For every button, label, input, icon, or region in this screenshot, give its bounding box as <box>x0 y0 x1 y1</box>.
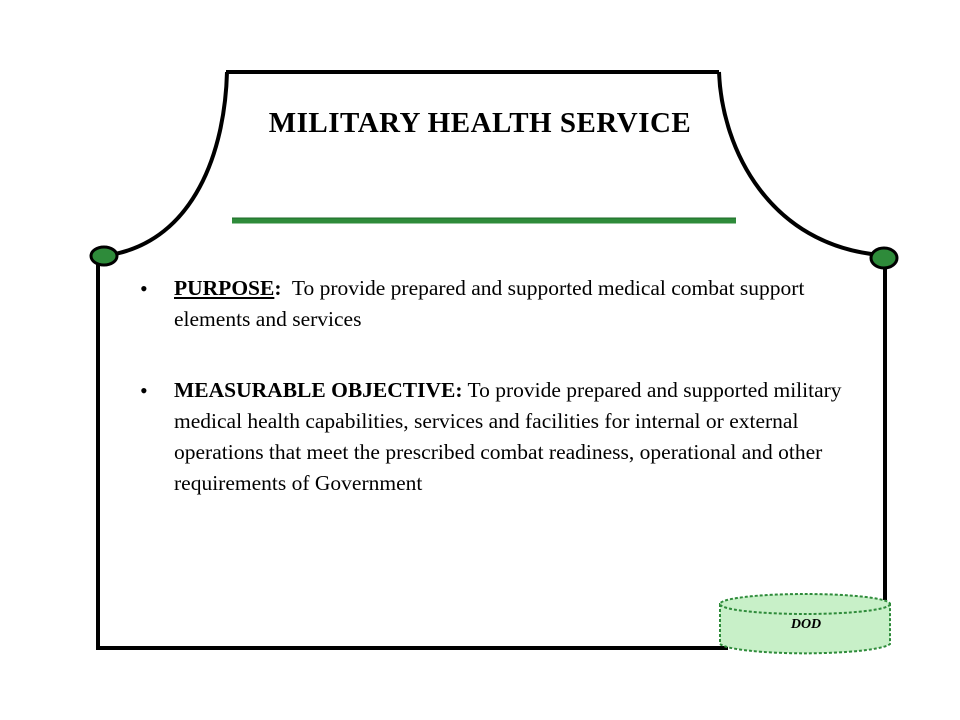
list-item-objective <box>140 375 880 499</box>
list-item-purpose <box>140 273 880 335</box>
purpose-label: PURPOSE <box>174 276 275 300</box>
frame-left-curve <box>110 72 227 255</box>
bullet-dot-icon: • <box>140 276 148 301</box>
objective-label: MEASURABLE OBJECTIVE: <box>174 378 463 402</box>
page-title: MILITARY HEALTH SERVICE <box>268 107 692 139</box>
left-knob <box>91 247 117 265</box>
purpose-text: To provide prepared and supported medical combat support elements and services <box>174 276 810 331</box>
frame-right-curve <box>719 72 880 255</box>
dod-badge-label: DOD <box>790 617 822 632</box>
bullet-list <box>140 273 880 499</box>
objective-text: To provide prepared and supported military medical health capabilities, services and facilities for internal or external operations that meet the prescribed combat readiness, operational and other requirements of Government <box>174 378 842 495</box>
purpose-separator: : <box>274 276 282 300</box>
bullet-dot-icon: • <box>140 378 148 403</box>
right-knob <box>871 248 897 268</box>
